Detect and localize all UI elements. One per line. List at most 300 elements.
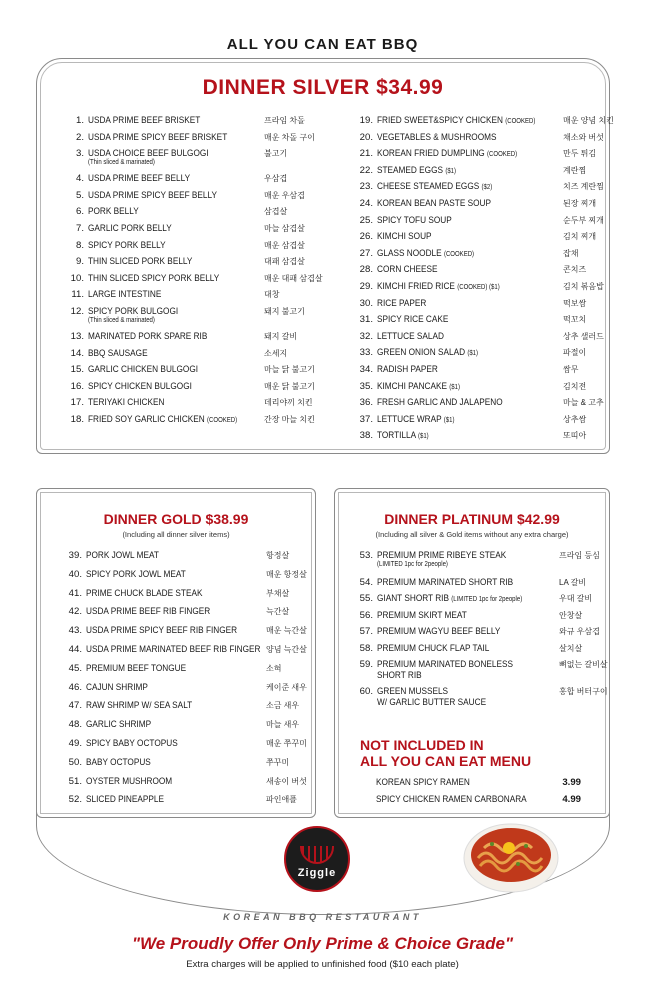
menu-item <box>357 314 597 331</box>
menu-item <box>357 577 597 593</box>
menu-item <box>68 381 338 398</box>
menu-item <box>66 757 306 776</box>
silver-list-left <box>68 115 338 431</box>
menu-item-note: SHORT RIB <box>377 669 422 681</box>
menu-item-name <box>377 331 444 342</box>
menu-item-name <box>377 381 460 393</box>
menu-item-name <box>88 115 200 126</box>
menu-item-number: 28. <box>359 264 373 276</box>
menu-item-korean: 매운 대패 삼겹살 <box>264 273 323 283</box>
menu-item <box>357 214 604 232</box>
menu-item <box>357 643 597 659</box>
menu-item-korean: 계란찜 <box>563 165 587 175</box>
menu-item-name-text: KIMCHI FRIED RICE <box>377 280 455 292</box>
menu-item-name <box>86 588 202 599</box>
menu-item-name-text: USDA PRIME BEEF BELLY <box>88 173 191 185</box>
menu-item-name <box>377 264 438 275</box>
menu-item-name <box>377 148 517 160</box>
menu-item-name-text: TERIYAKI CHICKEN <box>88 397 165 409</box>
menu-item-name-text: BABY OCTOPUS <box>86 756 151 768</box>
menu-item-korean: 잡채 <box>563 248 579 258</box>
menu-item-name <box>377 686 486 709</box>
menu-item-name-text: SPICY CHICKEN BULGOGI <box>88 380 192 392</box>
menu-item-korean: 매운 차돌 구이 <box>264 132 315 142</box>
not-included-title <box>360 737 590 769</box>
menu-item-number: 37. <box>359 413 373 425</box>
menu-item <box>68 289 338 306</box>
gold-title: DINNER GOLD $38.99 <box>103 511 249 527</box>
menu-item-number: 51. <box>68 775 82 787</box>
menu-item <box>66 738 306 757</box>
menu-item-name-text: PREMIUM CHUCK FLAP TAIL <box>377 642 490 654</box>
menu-item <box>66 663 306 682</box>
menu-item-korean: 파절이 <box>563 348 587 358</box>
menu-item <box>357 131 604 149</box>
extra-item-ramen <box>376 777 581 788</box>
menu-item-name <box>377 165 456 177</box>
menu-item-tag: (COOKED) <box>443 250 475 258</box>
menu-item-name <box>377 643 489 654</box>
menu-item <box>68 190 338 207</box>
menu-item-name-text: USDA PRIME SPICY BEEF RIB FINGER <box>86 625 238 637</box>
menu-item-name <box>377 550 506 569</box>
menu-item-korean: 와규 우삼겹 <box>559 627 600 637</box>
menu-item <box>66 550 306 569</box>
menu-item-name-text: VEGETABLES & MUSHROOMS <box>377 131 497 143</box>
menu-item-number: 4. <box>75 173 84 185</box>
menu-item-number: 24. <box>359 197 373 209</box>
menu-item <box>357 248 597 265</box>
extra-item-carbonara <box>376 794 581 805</box>
menu-item-korean: 매운 닭 불고기 <box>264 381 315 391</box>
platinum-subtitle: (Including all silver & Gold items without any extra charge) <box>375 530 569 539</box>
menu-item-number: 8. <box>75 239 84 251</box>
menu-item-tag: (COOKED) ($1) <box>457 283 500 291</box>
menu-item-name <box>377 577 513 588</box>
menu-item-korean: 쌈무 <box>563 364 579 374</box>
menu-item-number: 48. <box>68 719 82 731</box>
logo-text: Ziggle <box>297 866 337 879</box>
menu-item <box>66 644 306 663</box>
menu-item-number: 34. <box>359 363 373 375</box>
menu-item-name-text: PREMIUM BEEF TONGUE <box>86 662 187 674</box>
menu-item-korean: 양념 늑간살 <box>266 644 307 654</box>
menu-item-korean: 매운 삼겹살 <box>264 240 305 250</box>
menu-item <box>66 719 306 738</box>
menu-item-number: 41. <box>68 587 82 599</box>
menu-item-name <box>86 625 237 636</box>
menu-item-korean: 콘치즈 <box>563 265 587 275</box>
menu-item <box>357 330 604 348</box>
menu-item <box>357 115 614 132</box>
menu-item-number: 40. <box>68 568 82 580</box>
menu-item-name-text: GARLIC SHRIMP <box>86 719 152 731</box>
menu-item <box>68 414 338 431</box>
menu-item-korean: 프라임 차돌 <box>264 116 305 125</box>
menu-item-name <box>88 132 227 143</box>
menu-item-name <box>86 606 210 617</box>
menu-item <box>357 165 597 182</box>
menu-item-korean: 또띠아 <box>563 431 587 441</box>
menu-item-name-text: RICE PAPER <box>377 297 427 309</box>
menu-item-name-text: CAJUN SHRIMP <box>86 681 148 693</box>
menu-item-korean: LA 갈비 <box>559 578 587 587</box>
menu-item-number: 16. <box>70 380 84 392</box>
silver-title: DINNER SILVER $34.99 <box>202 76 444 99</box>
menu-item-name <box>377 593 522 605</box>
menu-item-note: (LIMITED 1pc for 2people) <box>377 561 448 568</box>
menu-item-number: 29. <box>359 280 373 292</box>
menu-item-korean: 대창 <box>264 290 280 300</box>
menu-item-name <box>377 414 454 426</box>
menu-item-number: 45. <box>68 662 82 674</box>
menu-item-number: 42. <box>68 606 82 618</box>
menu-item-number: 14. <box>70 347 84 359</box>
menu-item-name-text: PREMIUM SKIRT MEAT <box>377 609 467 621</box>
menu-item-number: 2. <box>75 131 84 143</box>
menu-item-name <box>377 215 452 226</box>
menu-item-name <box>377 181 492 193</box>
extra-item-name: SPICY CHICKEN RAMEN CARBONARA <box>376 794 527 805</box>
slogan: "We Proudly Offer Only Prime & Choice Grade" <box>131 934 514 953</box>
menu-item-number: 59. <box>359 658 373 670</box>
menu-item-name-text: SPICY BABY OCTOPUS <box>86 737 178 749</box>
menu-item-name <box>86 682 148 693</box>
menu-item <box>66 794 306 813</box>
menu-item <box>68 173 338 190</box>
menu-item-number: 15. <box>70 364 84 376</box>
menu-item-number: 5. <box>75 189 84 201</box>
menu-item <box>357 550 600 577</box>
menu-item-tag: ($1) <box>443 416 455 424</box>
menu-item-name-text: GREEN ONION SALAD <box>377 347 466 359</box>
menu-item-number: 17. <box>70 397 84 409</box>
menu-item-korean: 불고기 <box>264 149 288 159</box>
menu-item <box>68 206 338 223</box>
menu-item <box>68 273 338 290</box>
menu-item-name-text: FRIED SWEET&SPICY CHICKEN <box>377 115 503 126</box>
menu-item-korean: 치즈 계란찜 <box>563 182 604 192</box>
menu-item-number: 1. <box>75 115 84 126</box>
menu-item-name <box>88 289 161 300</box>
menu-item-name-text: TORTILLA <box>377 430 416 442</box>
menu-item-number: 47. <box>68 700 82 712</box>
menu-item-korean: 새송이 버섯 <box>266 776 307 786</box>
menu-item <box>357 264 597 281</box>
menu-item-korean: 부채살 <box>266 588 290 598</box>
menu-item-korean: 쭈꾸미 <box>266 757 290 767</box>
extra-charge-note: Extra charges will be applied to unfinished food ($10 each plate) <box>186 959 459 970</box>
menu-item-name <box>377 298 426 309</box>
menu-item <box>66 569 306 588</box>
menu-item-number: 18. <box>70 413 84 425</box>
menu-item-number: 54. <box>359 577 373 588</box>
menu-item-name <box>377 626 500 637</box>
menu-item-name-text: GREEN MUSSELS <box>377 685 449 697</box>
menu-item-name <box>86 550 159 561</box>
menu-item <box>357 593 597 609</box>
menu-item-name <box>88 240 166 251</box>
menu-item-name <box>377 314 448 325</box>
menu-item <box>68 115 338 132</box>
menu-item-name-text: SPICY PORK BULGOGI <box>88 305 179 317</box>
menu-item-korean: 소혀 <box>266 663 282 673</box>
menu-item-name-text: PORK JOWL MEAT <box>86 550 159 561</box>
menu-item-name <box>377 281 500 293</box>
menu-item-korean: 순두부 찌개 <box>563 215 604 225</box>
menu-item <box>357 231 597 248</box>
menu-item-name <box>86 719 151 730</box>
menu-item-name-text: KIMCHI PANCAKE <box>377 380 447 392</box>
menu-item-name-text: FRIED SOY GARLIC CHICKEN <box>88 413 205 425</box>
menu-item-tag: (COOKED) <box>207 416 238 424</box>
menu-item-name <box>377 659 513 682</box>
not-included-line2: ALL YOU CAN EAT MENU <box>360 753 532 769</box>
menu-item-tag: ($1) <box>467 350 479 358</box>
ziggle-logo <box>284 826 350 892</box>
menu-item-name-text: GARLIC CHICKEN BULGOGI <box>88 364 199 376</box>
menu-item-number: 57. <box>359 626 373 638</box>
menu-item-korean: 소세지 <box>264 348 288 358</box>
gold-list <box>66 550 306 813</box>
menu-item-number: 22. <box>359 164 373 176</box>
menu-item <box>68 397 338 414</box>
menu-item-number: 12. <box>70 305 84 317</box>
menu-item-korean: 매운 우삼겹 <box>264 190 305 200</box>
menu-item-name <box>86 794 164 805</box>
menu-item-name <box>88 348 148 359</box>
menu-item-korean: 상추쌈 <box>563 414 587 424</box>
menu-item-korean: 김치 찌개 <box>563 232 597 242</box>
menu-item <box>66 776 306 795</box>
menu-item-name <box>86 663 186 674</box>
menu-item <box>357 148 597 165</box>
platinum-title: DINNER PLATINUM $42.99 <box>384 511 560 527</box>
menu-item-korean: 돼지 불고기 <box>264 306 305 316</box>
menu-item-korean: 떡보쌈 <box>563 298 587 308</box>
menu-item-name-text: PREMIUM MARINATED SHORT RIB <box>377 577 514 588</box>
menu-item-korean: 매운 쭈꾸미 <box>266 738 307 748</box>
menu-item <box>66 606 306 625</box>
menu-item-name-text: CORN CHEESE <box>377 264 438 276</box>
menu-item-number: 38. <box>359 430 373 442</box>
menu-item-name-text: THIN SLICED PORK BELLY <box>88 256 193 268</box>
menu-item-number: 33. <box>359 347 373 359</box>
menu-item <box>357 364 597 381</box>
menu-item-tag: (COOKED) <box>505 118 536 125</box>
menu-item <box>68 348 338 365</box>
menu-item-number: 36. <box>359 397 373 409</box>
menu-item-name <box>377 397 503 408</box>
menu-item-tag: ($2) <box>481 184 493 192</box>
menu-item <box>357 658 608 686</box>
menu-item-korean: 늑간살 <box>266 607 290 617</box>
menu-item-number: 56. <box>359 609 373 621</box>
menu-item-name <box>377 364 438 375</box>
menu-item-note: (Thin sliced & marinated) <box>88 159 155 167</box>
header-title: ALL YOU CAN EAT BBQ <box>226 36 419 53</box>
menu-item <box>68 240 338 257</box>
menu-item-number: 13. <box>70 330 84 342</box>
menu-item-name-text: KOREAN BEAN PASTE SOUP <box>377 197 492 209</box>
menu-item-name-text: FRESH GARLIC AND JALAPENO <box>377 397 503 409</box>
menu-item-name <box>86 738 178 749</box>
menu-item-number: 25. <box>359 214 373 226</box>
menu-item-korean: 만두 튀김 <box>563 149 597 159</box>
menu-item-name-text: USDA PRIME SPICY BEEF BRISKET <box>88 131 228 143</box>
menu-item-korean: 마늘 삼겹살 <box>264 223 305 233</box>
menu-item-tag: ($1) <box>449 383 461 391</box>
menu-item-korean: 항정살 <box>266 551 290 560</box>
menu-item-name-text: SPICY TOFU SOUP <box>377 214 452 226</box>
silver-list-right <box>357 115 614 447</box>
menu-item-number: 35. <box>359 380 373 392</box>
menu-item-name-text: USDA PRIME MARINATED BEEF RIB FINGER <box>86 643 261 655</box>
menu-item-name-text: THIN SLICED SPICY PORK BELLY <box>88 272 220 284</box>
menu-item-name <box>377 347 478 359</box>
menu-item <box>357 298 597 315</box>
menu-item-name <box>88 306 178 325</box>
menu-item-number: 10. <box>70 272 84 284</box>
menu-item-korean: 된장 찌개 <box>563 198 597 208</box>
menu-item-number: 11. <box>71 289 84 301</box>
platinum-list <box>357 550 608 713</box>
menu-item-korean: 마늘 닭 불고기 <box>264 365 315 375</box>
menu-item-number: 53. <box>359 550 373 561</box>
menu-item-number: 30. <box>359 297 373 309</box>
menu-item-name <box>377 132 497 143</box>
menu-item-number: 3. <box>75 148 84 160</box>
menu-item-name <box>377 610 467 621</box>
menu-item-korean: 살치살 <box>559 643 583 653</box>
menu-item <box>357 430 597 447</box>
menu-item-name-text: KIMCHI SOUP <box>377 231 432 243</box>
menu-item-name-text: GIANT SHORT RIB <box>377 593 449 605</box>
menu-item-korean: 김치 볶음밥 <box>563 281 604 291</box>
menu-item-name <box>86 757 151 768</box>
menu-item-name <box>88 331 207 342</box>
menu-item-korean: 돼지 갈비 <box>264 331 298 341</box>
extra-item-price: 3.99 <box>562 777 581 788</box>
menu-item-name <box>88 256 192 267</box>
menu-item-number: 6. <box>75 206 84 218</box>
menu-item-korean: 마늘 새우 <box>266 720 300 730</box>
menu-item-korean: 프라임 등심 <box>559 551 600 560</box>
restaurant-subtitle: KOREAN BBQ RESTAURANT <box>223 912 422 922</box>
menu-item-name <box>86 644 261 655</box>
menu-item-number: 31. <box>359 314 373 326</box>
menu-item-name-text: USDA CHOICE BEEF BULGOGI <box>88 148 209 160</box>
menu-item-name-text: SPICY PORK JOWL MEAT <box>86 568 186 580</box>
menu-item-name <box>377 430 429 442</box>
menu-item-name-text: PREMIUM PRIME RIBEYE STEAK <box>377 550 507 561</box>
menu-item-name-text: GLASS NOODLE <box>377 247 442 259</box>
menu-item-korean: 삼겹살 <box>264 207 288 217</box>
menu-item-name <box>88 190 217 201</box>
menu-item-name <box>86 700 192 711</box>
menu-item-number: 46. <box>68 681 82 693</box>
menu-item-korean: 매운 양념 치킨 <box>563 116 614 125</box>
menu-item <box>357 181 604 198</box>
menu-item-name <box>377 115 535 127</box>
menu-item-number: 44. <box>68 643 82 655</box>
menu-item-tag: (COOKED) <box>487 151 518 159</box>
menu-item-number: 21. <box>359 148 373 160</box>
menu-item-number: 39. <box>68 550 82 561</box>
menu-item-name-text: LETTUCE WRAP <box>377 413 442 425</box>
menu-item-name-text: PREMIUM WAGYU BEEF BELLY <box>377 626 501 638</box>
menu-item-number: 32. <box>359 330 373 342</box>
menu-item-name <box>88 206 139 217</box>
menu-item <box>357 685 608 713</box>
menu-item-name-text: USDA PRIME BEEF BRISKET <box>88 115 201 126</box>
menu-item-number: 27. <box>359 247 373 259</box>
menu-item <box>66 682 306 701</box>
menu-item-number: 58. <box>359 642 373 654</box>
menu-item <box>66 625 306 644</box>
menu-item-note: (Thin sliced & marinated) <box>88 316 155 324</box>
menu-item <box>68 331 338 348</box>
menu-item-number: 9. <box>75 256 84 268</box>
menu-item-korean: 마늘 & 고추 <box>563 398 604 408</box>
menu-item-name-text: STEAMED EGGS <box>377 164 444 176</box>
menu-item-korean: 떡꼬치 <box>563 315 587 325</box>
menu-item-tag: (LIMITED 1pc for 2people) <box>451 596 523 604</box>
menu-item-name-text: CHEESE STEAMED EGGS <box>377 181 480 193</box>
menu-item <box>68 306 338 331</box>
menu-item-number: 60. <box>359 685 373 697</box>
menu-item-tag: ($1) <box>417 433 429 441</box>
menu-item-korean: 소금 새우 <box>266 701 300 711</box>
menu-item-tag: ($1) <box>445 167 457 175</box>
gold-subtitle: (Including all dinner silver items) <box>122 530 230 539</box>
menu-item-name-text: RADISH PAPER <box>377 363 438 375</box>
menu-item-name <box>88 173 190 184</box>
menu-item <box>357 610 597 626</box>
menu-item <box>357 397 604 414</box>
menu-item <box>357 347 597 364</box>
menu-item-korean: 대패 삼겹살 <box>264 257 305 267</box>
menu-item <box>357 381 597 398</box>
menu-item-korean: 우대 갈비 <box>559 594 593 604</box>
menu-item-korean: 뼈없는 갈비살 <box>559 659 608 669</box>
menu-item-name-text: KOREAN FRIED DUMPLING <box>377 148 485 160</box>
menu-item-name-text: USDA PRIME SPICY BEEF BELLY <box>88 189 217 201</box>
menu-item-number: 50. <box>68 756 82 768</box>
menu-item <box>357 280 604 298</box>
menu-item-name <box>377 231 432 242</box>
extra-item-name: KOREAN SPICY RAMEN <box>376 777 470 788</box>
menu-item <box>66 700 306 719</box>
menu-item-number: 19. <box>359 115 373 126</box>
menu-item-korean: 매운 항정살 <box>266 569 307 579</box>
menu-item-name <box>88 414 237 426</box>
menu-item-name-text: LETTUCE SALAD <box>377 330 444 342</box>
menu-item-name-text: SLICED PINEAPPLE <box>86 794 164 806</box>
menu-item-name-text: BBQ SAUSAGE <box>88 347 148 359</box>
menu-item-name <box>88 364 198 375</box>
ramen-bowl-icon <box>462 818 560 896</box>
menu-item <box>66 588 306 607</box>
menu-item-number: 7. <box>75 222 84 234</box>
menu-item-name <box>86 569 186 580</box>
menu-item-korean: 간장 마늘 치킨 <box>264 414 315 424</box>
menu-item-name-text: PRIME CHUCK BLADE STEAK <box>86 587 203 599</box>
menu-item-name <box>88 381 192 392</box>
menu-item <box>68 132 338 149</box>
menu-item-name-text: SPICY PORK BELLY <box>88 239 166 251</box>
menu-item <box>357 626 600 642</box>
